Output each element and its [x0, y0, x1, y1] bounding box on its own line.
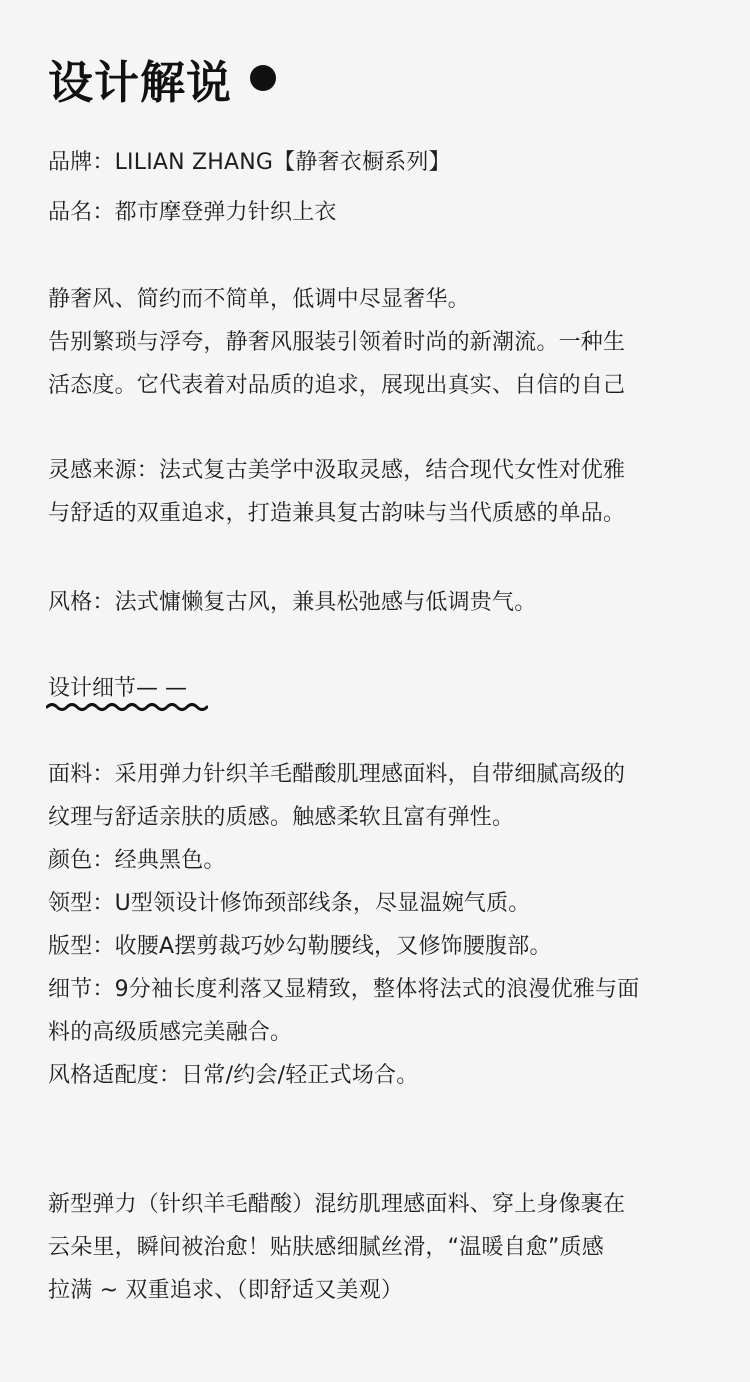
- design-details-heading: [48, 674, 218, 714]
- fabric-note-line-2: 云朵里，瞬间被治愈！贴肤感细腻丝滑，“温暖自愈”质感: [48, 1235, 604, 1260]
- detail-line-4: 领型：U型领设计修饰颈部线条，尽显温婉气质。: [48, 891, 531, 916]
- title-row: [48, 52, 276, 114]
- detail-line-5: 版型：收腰A摆剪裁巧妙勾勒腰线，又修饰腰腹部。: [48, 934, 552, 959]
- wavy-underline-icon: [46, 701, 208, 713]
- detail-line-3: 颜色：经典黑色。: [48, 848, 226, 873]
- detail-line-7: 料的高级质感完美融合。: [48, 1020, 293, 1045]
- detail-line-8: 风格适配度：日常/约会/轻正式场合。: [48, 1063, 419, 1088]
- inspiration-line-1: 灵感来源：法式复古美学中汲取灵感，结合现代女性对优雅: [48, 458, 626, 483]
- intro-line-1: 静奢风、简约而不简单，低调中尽显奢华。: [48, 287, 470, 312]
- page-title: 设计解说: [48, 56, 233, 109]
- intro-line-2: 告别繁琐与浮夸，静奢风服装引领着时尚的新潮流。一种生: [48, 330, 626, 355]
- product-name-line: 品名：都市摩登弹力针织上衣: [48, 200, 337, 225]
- design-details-heading-text: 设计细节— —: [48, 676, 187, 701]
- title-bullet-dot: [250, 65, 276, 91]
- inspiration-line-2: 与舒适的双重追求，打造兼具复古韵味与当代质感的单品。: [48, 501, 626, 526]
- detail-line-2: 纹理与舒适亲肤的质感。触感柔软且富有弹性。: [48, 805, 515, 830]
- intro-line-3: 活态度。它代表着对品质的追求，展现出真实、自信的自己: [48, 373, 626, 398]
- fabric-note-line-1: 新型弹力（针织羊毛醋酸）混纺肌理感面料、穿上身像裹在: [48, 1192, 626, 1217]
- detail-line-6: 细节：9分袖长度利落又显精致，整体将法式的浪漫优雅与面: [48, 977, 640, 1002]
- brand-line: 品牌：LILIAN ZHANG【静奢衣橱系列】: [48, 150, 451, 175]
- fabric-note-line-3: 拉满 ~ 双重追求、（即舒适又美观）: [48, 1278, 404, 1303]
- style-line: 风格：法式慵懒复古风，兼具松弛感与低调贵气。: [48, 590, 537, 615]
- detail-line-1: 面料：采用弹力针织羊毛醋酸肌理感面料，自带细腻高级的: [48, 762, 626, 787]
